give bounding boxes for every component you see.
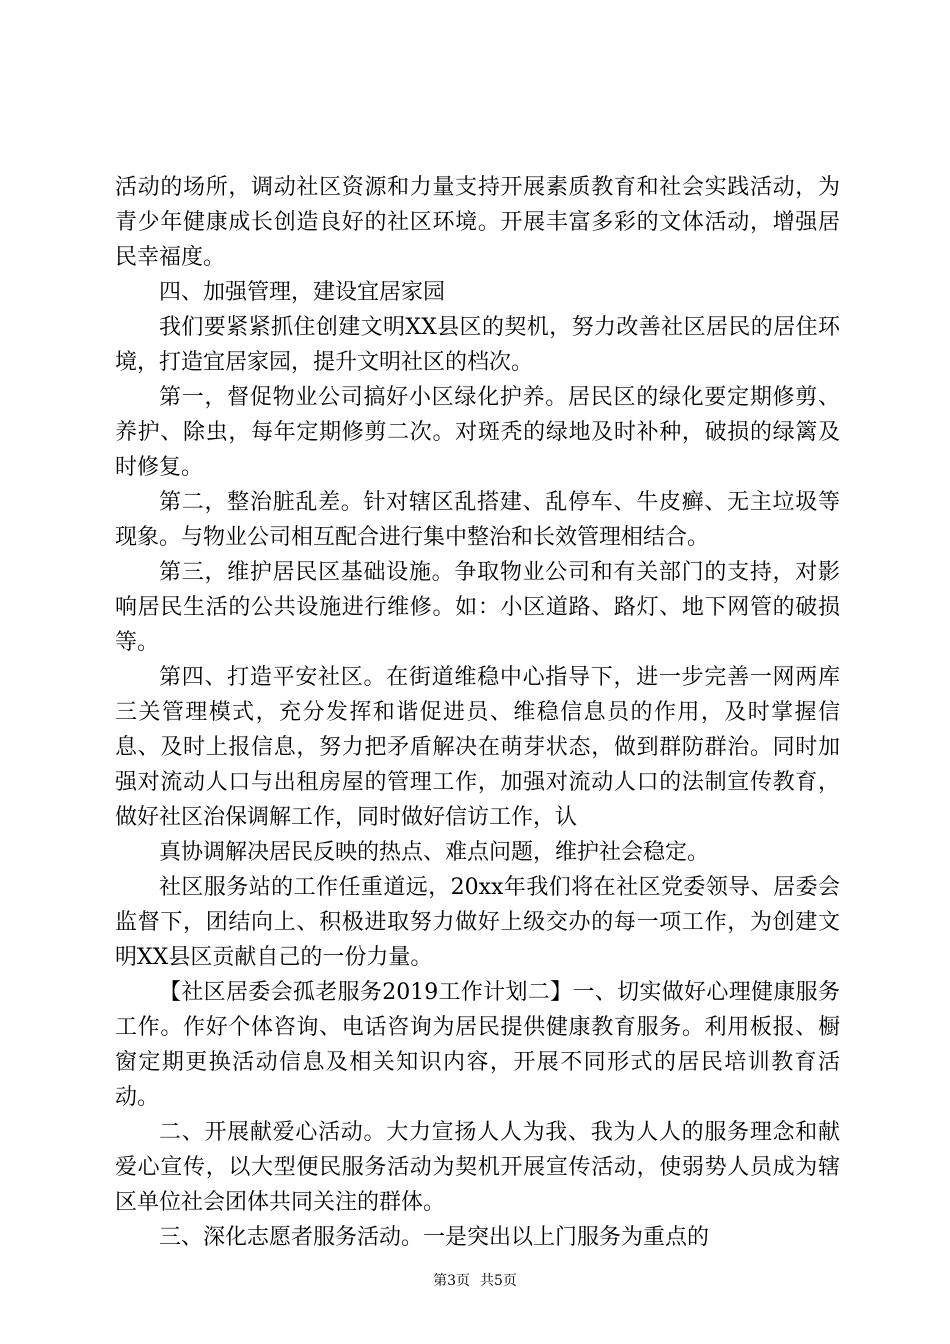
page-number: 第3页 bbox=[433, 1273, 470, 1289]
page-total: 共5页 bbox=[480, 1273, 517, 1289]
paragraph: 第一，督促物业公司搞好小区绿化护养。居民区的绿化要定期修剪、养护、除虫，每年定期修剪二次。对斑秃的绿地及时补种，破损的绿篱及时修复。 bbox=[115, 385, 840, 480]
paragraph: 社区服务站的工作任重道远，20xx年我们将在社区党委领导、居委会监督下，团结向上、积极进取努力做好上级交办的每一项工作，为创建文明XX县区贡献自己的一份力量。 bbox=[115, 875, 840, 970]
paragraph: 【社区居委会孤老服务2019工作计划二】一、切实做好心理健康服务工作。作好个体咨询、电话咨询为居民提供健康教育服务。利用板报、橱窗定期更换活动信息及相关知识内容，开展不同形式的居民培训教育活动。 bbox=[115, 980, 840, 1110]
section-heading: 四、加强管理，建设宜居家园 bbox=[159, 280, 446, 305]
paragraph: 第二，整治脏乱差。针对辖区乱搭建、乱停车、牛皮癣、无主垃圾等现象。与物业公司相互配合进行集中整治和长效管理相结合。 bbox=[115, 490, 840, 550]
paragraph: 我们要紧紧抓住创建文明XX县区的契机，努力改善社区居民的居住环境，打造宜居家园，提升文明社区的档次。 bbox=[115, 315, 840, 375]
paragraph: 三、深化志愿者服务活动。一是突出以上门服务为重点的 bbox=[159, 1225, 710, 1250]
paragraph: 二、开展献爱心活动。大力宣扬人人为我、我为人人的服务理念和献爱心宣传，以大型便民服务活动为契机开展宣传活动，使弱势人员成为辖区单位社会团体共同关注的群体。 bbox=[115, 1120, 840, 1215]
page-footer bbox=[0, 1271, 950, 1291]
paragraph: 第三，维护居民区基础设施。争取物业公司和有关部门的支持，对影响居民生活的公共设施进行维修。如：小区道路、路灯、地下网管的破损等。 bbox=[115, 560, 840, 655]
document-body bbox=[115, 170, 840, 1255]
paragraph-continuation: 活动的场所，调动社区资源和力量支持开展素质教育和社会实践活动，为青少年健康成长创造良好的社区环境。开展丰富多彩的文体活动，增强居民幸福度。 bbox=[115, 175, 840, 270]
paragraph: 第四、打造平安社区。在街道维稳中心指导下，进一步完善一网两库三关管理模式，充分发挥和谐促进员、维稳信息员的作用，及时掌握信息、及时上报信息，努力把矛盾解决在萌芽状态，做到群防群治。同时加强对流动人口与出租房屋的管理工作，加强对流动人口的法制宣传教育，做好社区治保调解工作，同时做好信访工作，认 bbox=[115, 665, 840, 830]
paragraph: 真协调解决居民反映的热点、难点问题，维护社会稳定。 bbox=[159, 840, 710, 865]
